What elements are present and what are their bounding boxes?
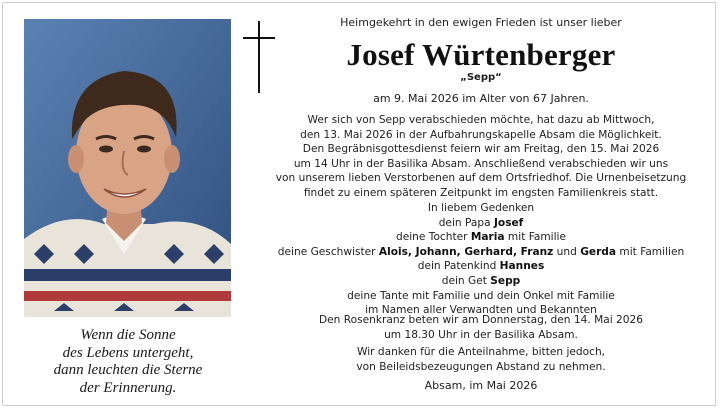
mourner-line: dein Get Sepp: [441, 274, 521, 287]
mourners-heading: In liebem Gedenken: [427, 202, 535, 214]
closing-line: Absam, im Mai 2026: [424, 379, 538, 392]
mourners-list: [258, 201, 704, 318]
thanks-line: Wir danken für die Anteilnahme, bitten jedoch,: [356, 346, 606, 358]
mourner-line: deine Tante mit Familie und dein Onkel mit Familie: [347, 289, 615, 302]
info-line: um 14 Uhr in der Basilika Absam. Anschließend verabschieden wir uns: [293, 157, 669, 170]
deceased-name: Josef Würtenberger: [346, 37, 616, 72]
portrait-photo: [24, 19, 231, 317]
mourner-line: deine Geschwister Alois, Johann, Gerhard, Franz und Gerda mit Familien: [277, 245, 685, 258]
info-line: Wer sich von Sepp verabschieden möchte, hat dazu ab Mittwoch,: [307, 114, 655, 126]
info-line: den 13. Mai 2026 in der Aufbahrungskapelle Absam die Möglichkeit.: [300, 128, 662, 141]
poem-line: dann leuchten die Sterne: [53, 362, 203, 378]
poem-line: Wenn die Sonne: [80, 327, 176, 343]
poem-line: des Lebens untergeht,: [62, 344, 194, 361]
mourner-line: im Namen aller Verwandten und Bekannten: [365, 304, 597, 317]
poem: [22, 327, 234, 397]
poem-line: der Erinnerung.: [79, 379, 177, 396]
info-line: Den Begräbnisgottesdienst feiern wir am Freitag, den 15. Mai 2026: [302, 143, 660, 156]
thanks-info: [258, 345, 704, 374]
nickname: „Sepp“: [460, 72, 502, 83]
intro-text: Heimgekehrt in den ewigen Frieden ist unser lieber: [340, 16, 622, 29]
info-line: findet zu einem späteren Zeitpunkt im engsten Familienkreis statt.: [303, 186, 659, 199]
date-line: am 9. Mai 2026 im Alter von 67 Jahren.: [373, 92, 589, 105]
funeral-info: [258, 113, 704, 201]
rosary-line: Den Rosenkranz beten wir am Donnerstag, den 14. Mai 2026: [318, 314, 643, 326]
mourner-line: dein Papa Josef: [438, 216, 524, 229]
mourner-line: dein Patenkind Hannes: [417, 260, 545, 273]
mourner-line: deine Tochter Maria mit Familie: [395, 231, 566, 244]
thanks-line: von Beileidsbezeugungen Abstand zu nehmen.: [356, 360, 606, 373]
rosary-line: um 18.30 Uhr in der Basilika Absam.: [384, 328, 578, 341]
rosary-info: [258, 313, 704, 342]
info-line: von unserem lieben Verstorbenen auf dem Ortsfriedhof. Die Urnenbeisetzung: [275, 172, 687, 185]
